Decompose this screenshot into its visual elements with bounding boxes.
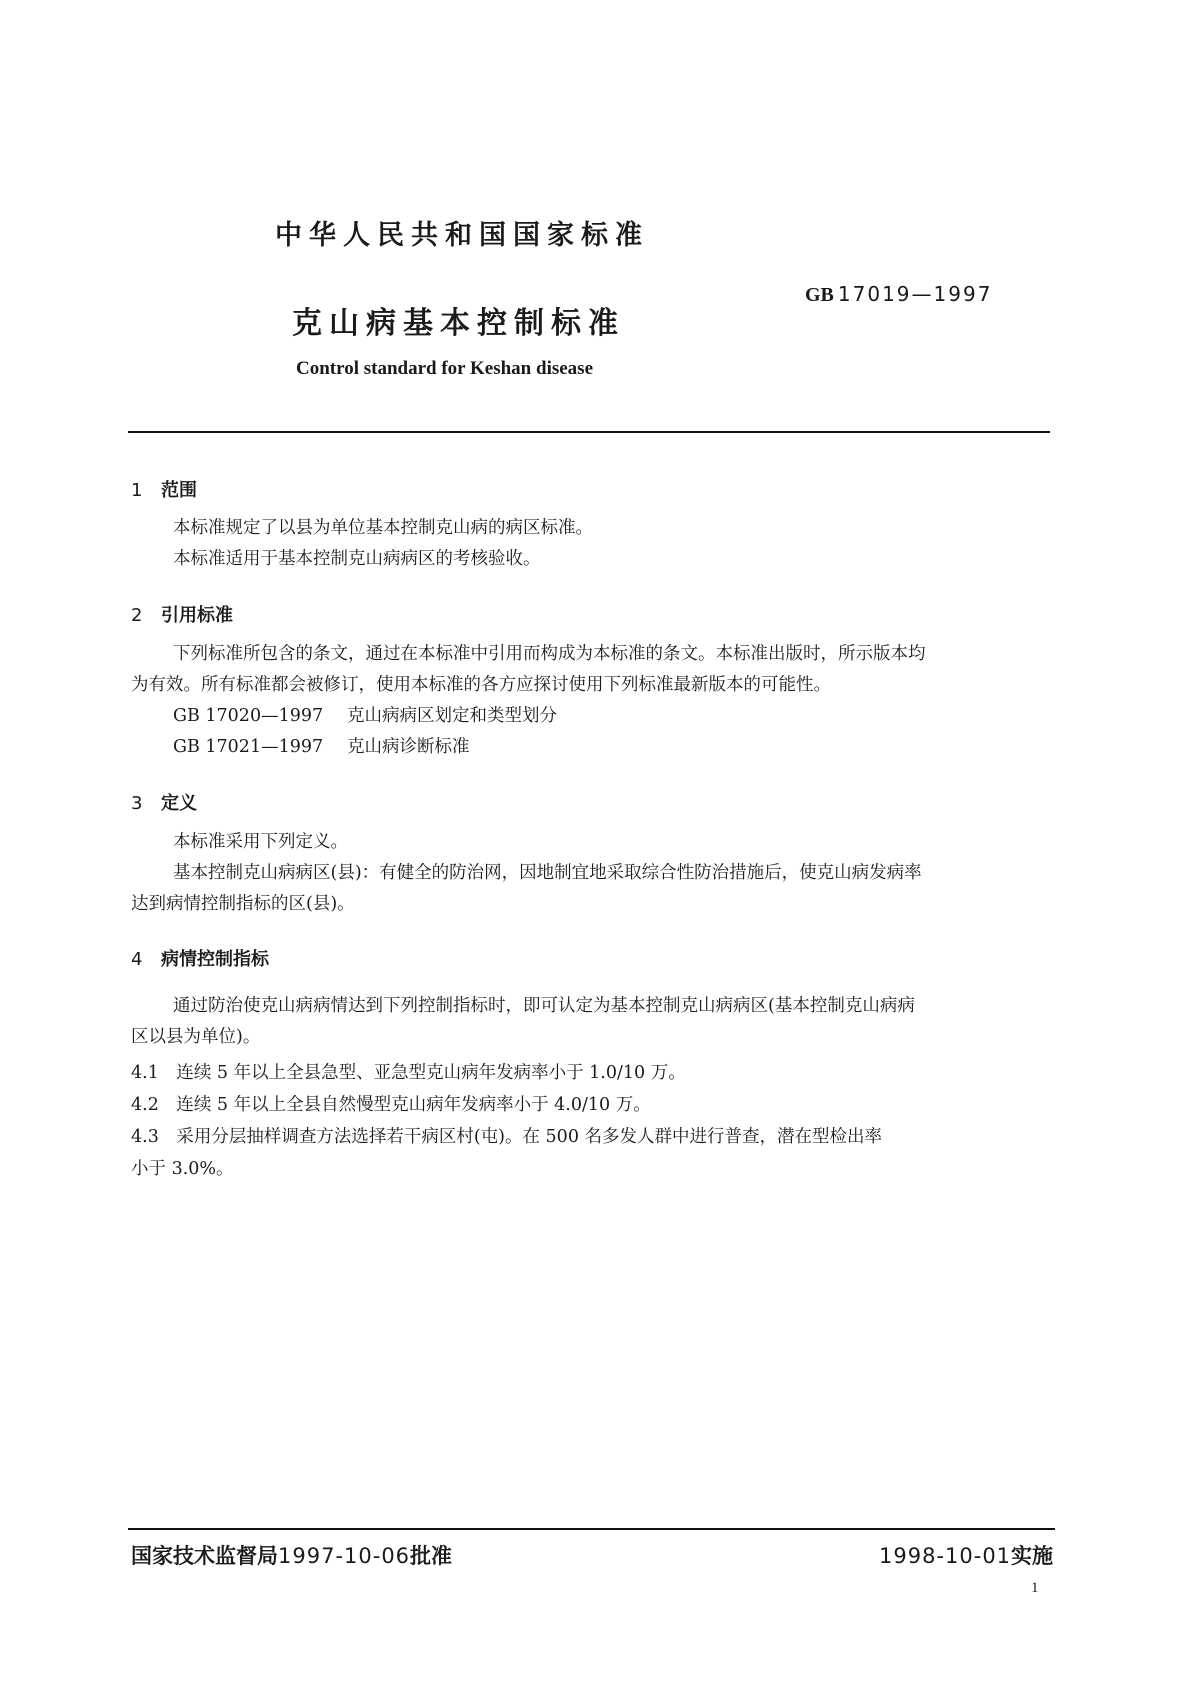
section-1-para-2: 本标准适用于基本控制克山病病区的考核验收。 bbox=[173, 549, 541, 569]
section-2-para-2: 为有效。所有标准都会被修订，使用本标准的各方应探讨使用下列标准最新版本的可能性。 bbox=[131, 675, 831, 695]
effective-label: 实施 bbox=[1011, 1544, 1054, 1568]
effective-line bbox=[879, 1540, 1053, 1570]
section-2-title: 引用标准 bbox=[161, 605, 233, 626]
section-2-para-1: 下列标准所包含的条文，通过在本标准中引用而构成为本标准的条文。本标准出版时，所示版本均 bbox=[173, 644, 926, 664]
section-3-para-2: 基本控制克山病病区(县)：有健全的防治网，因地制宜地采取综合性防治措施后，使克山病发病率 bbox=[173, 863, 922, 883]
section-1-heading: 1 范围 bbox=[131, 480, 197, 501]
clause-4-3-cont: 小于 3.0%。 bbox=[131, 1159, 234, 1179]
section-3-heading: 3 定义 bbox=[131, 793, 197, 814]
standard-code-prefix: GB bbox=[805, 284, 834, 306]
clause-4-1: 4.1 连续 5 年以上全县急型、亚急型克山病年发病率小于 1.0/10 万。 bbox=[131, 1063, 686, 1083]
section-1-title: 范围 bbox=[161, 480, 197, 501]
section-3-para-3: 达到病情控制指标的区(县)。 bbox=[131, 894, 355, 914]
approval-line bbox=[131, 1540, 452, 1570]
reference-item bbox=[173, 700, 557, 732]
page-number: 1 bbox=[1031, 1580, 1039, 1596]
reference-item bbox=[173, 731, 470, 763]
section-4-title: 病情控制指标 bbox=[161, 949, 269, 970]
reference-code: GB 17020—1997 bbox=[173, 706, 324, 726]
standard-code-number: 17019—1997 bbox=[837, 282, 993, 306]
header-divider bbox=[128, 431, 1050, 433]
document-title-en: Control standard for Keshan disease bbox=[296, 358, 593, 379]
document-title-cn: 克山病基本控制标准 bbox=[292, 306, 625, 341]
approval-label: 批准 bbox=[410, 1544, 453, 1568]
effective-date: 1998-10-01 bbox=[879, 1544, 1012, 1568]
reference-code: GB 17021—1997 bbox=[173, 737, 324, 757]
section-1-para-1: 本标准规定了以县为单位基本控制克山病的病区标准。 bbox=[173, 518, 593, 538]
section-3-para-1: 本标准采用下列定义。 bbox=[173, 832, 348, 852]
approval-date: 1997-10-06 bbox=[278, 1544, 411, 1568]
clause-4-3: 4.3 采用分层抽样调查方法选择若干病区村(屯)。在 500 名多发人群中进行普查，潜在型检出率 bbox=[131, 1127, 883, 1147]
section-2-heading: 2 引用标准 bbox=[131, 605, 233, 626]
section-4-para-1: 通过防治使克山病病情达到下列控制指标时，即可认定为基本控制克山病病区(基本控制克山病病 bbox=[173, 996, 915, 1016]
section-4-para-2: 区以县为单位)。 bbox=[131, 1027, 261, 1047]
standard-code bbox=[805, 282, 992, 307]
section-3-title: 定义 bbox=[161, 793, 197, 814]
footer-divider bbox=[128, 1528, 1055, 1530]
approving-authority: 国家技术监督局 bbox=[131, 1544, 278, 1568]
national-standard-label: 中华人民共和国国家标准 bbox=[275, 220, 649, 251]
reference-title: 克山病诊断标准 bbox=[347, 737, 470, 757]
reference-title: 克山病病区划定和类型划分 bbox=[347, 706, 557, 726]
clause-4-2: 4.2 连续 5 年以上全县自然慢型克山病年发病率小于 4.0/10 万。 bbox=[131, 1095, 651, 1115]
section-4-heading: 4 病情控制指标 bbox=[131, 949, 269, 970]
